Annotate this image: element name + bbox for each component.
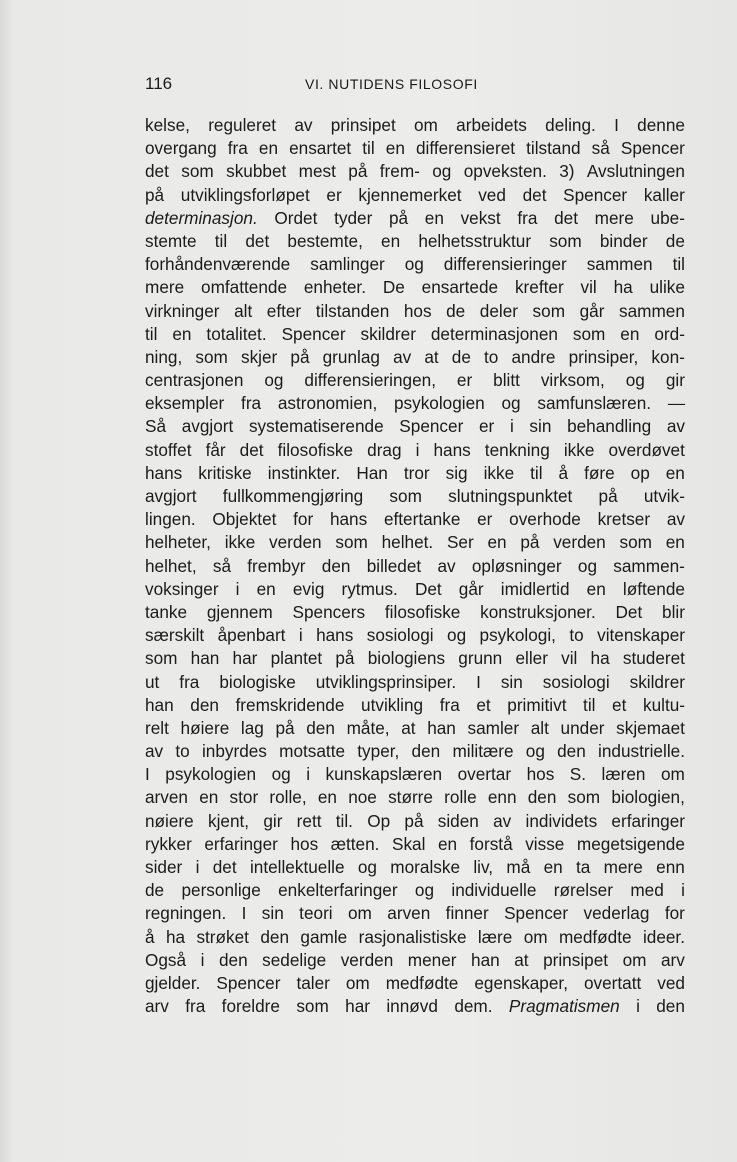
text-line: overgang fra en ensartet til en differensieret tilstand så Spencer <box>145 138 685 159</box>
text-line: som han har plantet på biologiens grunn eller vil ha studeret <box>145 648 685 669</box>
text-line: voksinger i en evig rytmus. Det går imidlertid en løftende <box>145 578 685 599</box>
running-head: VI. NUTIDENS FILOSOFI <box>305 76 478 92</box>
text-line: gjelder. Spencer taler om medfødte egenskaper, overtatt ved <box>145 972 685 993</box>
text-line: de personlige enkelterfaringer og individuelle rørelser med i <box>145 880 685 901</box>
text-line: eksempler fra astronomien, psykologien og samfunslæren. — <box>145 393 685 414</box>
text-line: stoffet får det filosofiske drag i hans tenkning ikke overdøvet <box>145 439 685 460</box>
text-line: han den fremskridende utvikling fra et primitivt til et kultu- <box>145 694 685 715</box>
text-line: kelse, reguleret av prinsipet om arbeidets deling. I denne <box>145 115 685 135</box>
text-line: relt høiere lag på den måte, at han samler alt under skjemaet <box>145 717 685 738</box>
text-line: av to inbyrdes motsatte typer, den militære og den industrielle. <box>145 741 685 762</box>
text-line: hans kritiske instinkter. Han tror sig ikke til å føre op en <box>145 462 685 483</box>
text-line: mere omfattende enheter. De ensartede krefter vil ha ulike <box>145 277 685 298</box>
text-line: tanke gjennem Spencers filosofiske konstruksjoner. Det blir <box>145 601 685 622</box>
page-header <box>145 74 685 100</box>
text-line: centrasjonen og differensieringen, er blitt virksom, og gir <box>145 370 685 391</box>
text-line: forhåndenværende samlinger og differensieringer sammen til <box>145 254 685 275</box>
text-line: sider i det intellektuelle og moralske liv, må en ta mere enn <box>145 857 685 877</box>
text-line: helheter, ikke verden som helhet. Ser en på verden som en <box>145 532 685 553</box>
text-line: det som skubbet mest på frem- og opveksten. 3) Avslutningen <box>145 161 685 182</box>
text-line: Så avgjort systematiserende Spencer er i sin behandling av <box>145 416 685 437</box>
text-line: ut fra biologiske utviklingsprinsiper. I sin sosiologi skildrer <box>145 671 685 692</box>
text-line: I psykologien og i kunskapslæren overtar hos S. læren om <box>145 764 685 785</box>
text-line: på utviklingsforløpet er kjennemerket ved det Spencer kaller <box>145 184 685 205</box>
text-line: lingen. Objektet for hans eftertanke er overhode kretser av <box>145 509 685 530</box>
text-line: nøiere kjent, gir rett til. Op på siden av individets erfaringer <box>145 810 685 831</box>
text-line: å ha strøket den gamle rasjonalistiske lære om medfødte ideer. <box>145 926 685 947</box>
text-line: stemte til det bestemte, en helhetsstruktur som binder de <box>145 230 685 251</box>
text-line: arv fra foreldre som har innøvd dem. Pragmatismen i den <box>145 996 685 1017</box>
text-line: Også i den sedelige verden mener han at prinsipet om arv <box>145 949 685 970</box>
text-line: rykker erfaringer hos ætten. Skal en forstå visse megetsigende <box>145 833 685 854</box>
text-line: determinasjon. Ordet tyder på en vekst fra det mere ube- <box>145 207 685 228</box>
text-line: regningen. I sin teori om arven finner Spencer vederlag for <box>145 903 685 924</box>
text-line: særskilt åpenbart i hans sosiologi og psykologi, to vitenskaper <box>145 625 685 646</box>
text-line: avgjort fullkommengjøring som slutningspunktet på utvik- <box>145 486 685 506</box>
body-text <box>145 114 685 1018</box>
text-line: virkninger alt efter tilstanden hos de deler som går sammen <box>145 300 685 321</box>
text-line: til en totalitet. Spencer skildrer determinasjonen som en ord- <box>145 323 685 344</box>
page-number: 116 <box>145 74 173 93</box>
text-line: arven en stor rolle, en noe større rolle enn den som biologien, <box>145 787 685 808</box>
text-line: ning, som skjer på grunlag av at de to andre prinsiper, kon- <box>145 346 685 367</box>
text-line: helhet, så frembyr den billedet av opløsninger og sammen- <box>145 555 685 576</box>
